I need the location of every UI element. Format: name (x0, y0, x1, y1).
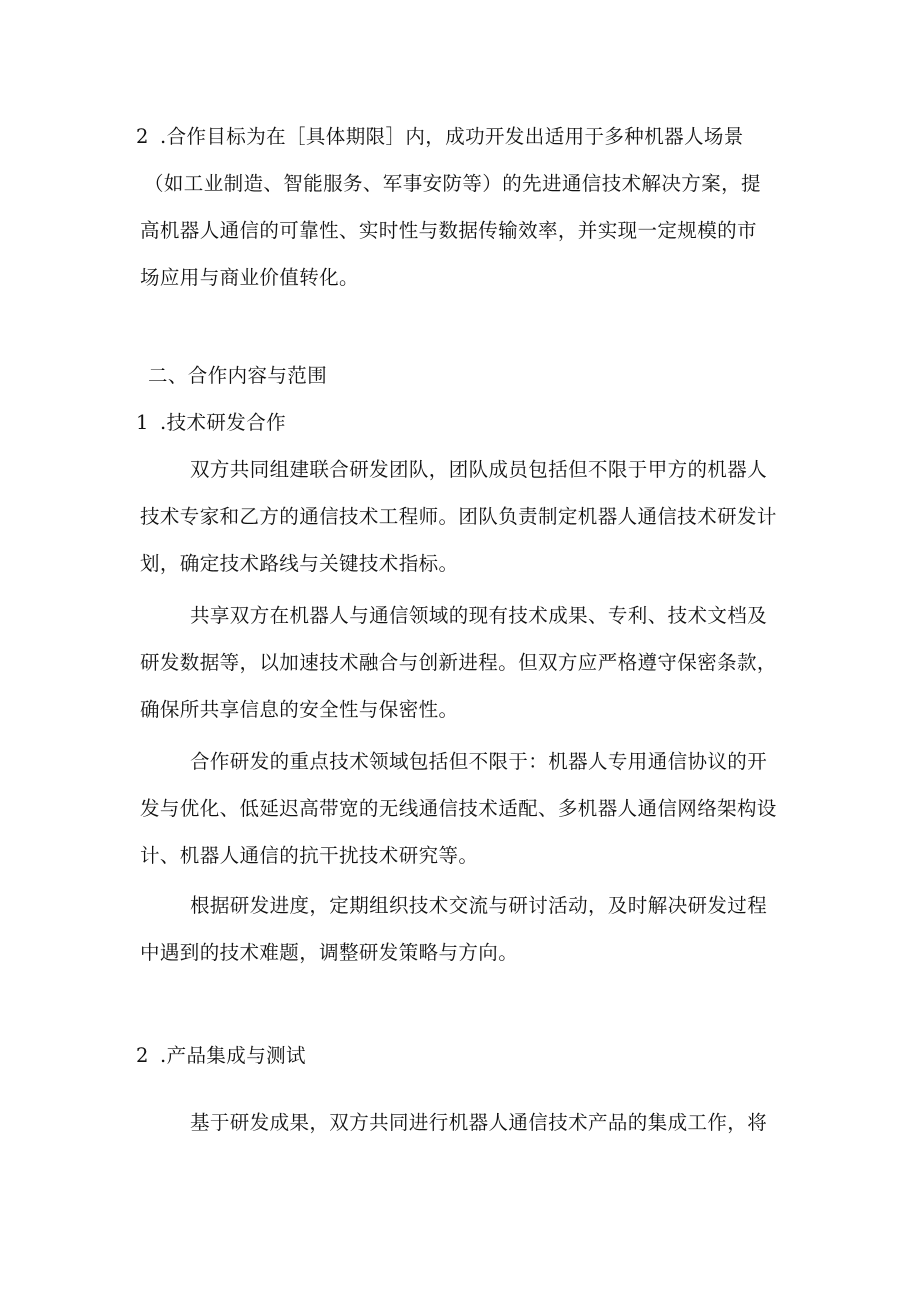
focus-line-2: 发与优化、低延迟高带宽的无线通信技术适配、多机器人通信网络架构设 (140, 797, 777, 820)
integration-line-1: 基于研发成果，双方共同进行机器人通信技术产品的集成工作，将 (190, 1111, 768, 1134)
subsection-1-heading (136, 411, 286, 435)
focus-line-3: 计、机器人通信的抗干扰技术研究等。 (140, 844, 479, 867)
team-line-2: 技术专家和乙方的通信技术工程师。团队负责制定机器人通信技术研发计 (140, 505, 777, 528)
goal-line-4: 场应用与商业价值转化。 (140, 266, 359, 289)
goal-line-2: （如工业制造、智能服务、军事安防等）的先进通信技术解决方案，提 (144, 172, 761, 195)
progress-line-2: 中遇到的技术难题，调整研发策略与方向。 (140, 941, 519, 964)
team-line-3: 划，确定技术路线与关键技术指标。 (140, 552, 459, 575)
team-line-1: 双方共同组建联合研发团队，团队成员包括但不限于甲方的机器人 (190, 458, 768, 481)
share-line-3: 确保所共享信息的安全性与保密性。 (140, 698, 459, 721)
goal-number: 2 (136, 125, 149, 148)
goal-line-3: 高机器人通信的可靠性、实时性与数据传输效率，并实现一定规模的市 (140, 219, 757, 242)
subsection-2-title: .产品集成与测试 (160, 1044, 306, 1067)
goal-text-line-1: .合作目标为在［具体期限］内，成功开发出适用于多种机器人场景 (160, 125, 744, 148)
progress-line-1: 根据研发进度，定期组织技术交流与研讨活动，及时解决研发过程 (190, 894, 768, 917)
subsection-2-number: 2 (136, 1044, 149, 1067)
share-line-1: 共享双方在机器人与通信领域的现有技术成果、专利、技术文档及 (190, 604, 768, 627)
section-heading: 二、合作内容与范围 (148, 364, 328, 387)
focus-line-1: 合作研发的重点技术领域包括但不限于：机器人专用通信协议的开 (190, 750, 768, 773)
goal-line-1 (136, 125, 744, 149)
subsection-1-title: .技术研发合作 (160, 411, 286, 434)
subsection-1-number: 1 (136, 411, 149, 434)
subsection-2-heading (136, 1044, 306, 1068)
share-line-2: 研发数据等，以加速技术融合与创新进程。但双方应严格遵守保密条款， (140, 651, 777, 674)
